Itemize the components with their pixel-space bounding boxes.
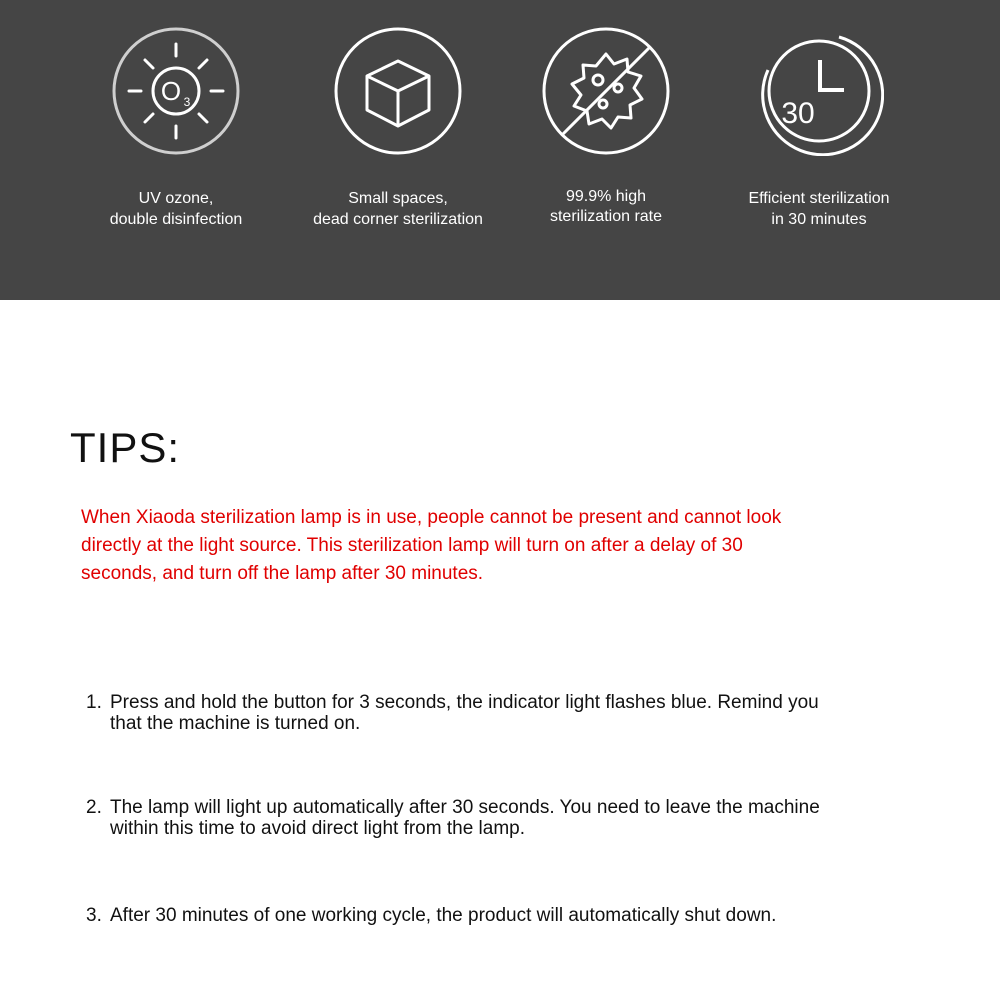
warning-text: When Xiaoda sterilization lamp is in use, people cannot be present and cannot look directly at the light source. This sterilization lamp will turn on after a delay of 30 seconds, and turn off the lamp after 30 minutes. — [81, 507, 782, 584]
ozone-symbol: O — [160, 76, 182, 106]
feature-sterilization-rate — [496, 0, 716, 300]
feature-uv-ozone — [66, 0, 286, 300]
ozone-sun-icon — [111, 26, 241, 156]
clock-minutes-text: 30 — [781, 97, 815, 130]
step-number: 1. — [86, 692, 102, 713]
step-item: 2. The lamp will light up automatically after 30 seconds. You need to leave the machine within this time to avoid direct light from the lamp. — [86, 797, 820, 839]
tips-title: TIPS: — [70, 424, 181, 471]
step-item: 1. Press and hold the button for 3 seconds, the indicator light flashes blue. Remind you that the machine is turned on. — [86, 692, 819, 734]
feature-label: UV ozone, double disinfection — [109, 190, 243, 228]
cube-icon — [333, 26, 463, 156]
clock-30-icon — [754, 26, 884, 156]
step-item: 3. After 30 minutes of one working cycle, the product will automatically shut down. — [86, 905, 777, 926]
feature-banner — [0, 0, 1000, 300]
step-number: 3. — [86, 905, 102, 926]
feature-label: Small spaces, dead corner sterilization — [313, 190, 483, 228]
ozone-subscript: 3 — [183, 95, 191, 109]
feature-small-spaces — [288, 0, 508, 300]
step-number: 2. — [86, 797, 102, 818]
feature-label: 99.9% high sterilization rate — [549, 188, 663, 225]
no-germs-icon — [541, 26, 671, 156]
feature-30-minutes — [709, 0, 929, 300]
feature-label: Efficient sterilization in 30 minutes — [748, 190, 890, 228]
